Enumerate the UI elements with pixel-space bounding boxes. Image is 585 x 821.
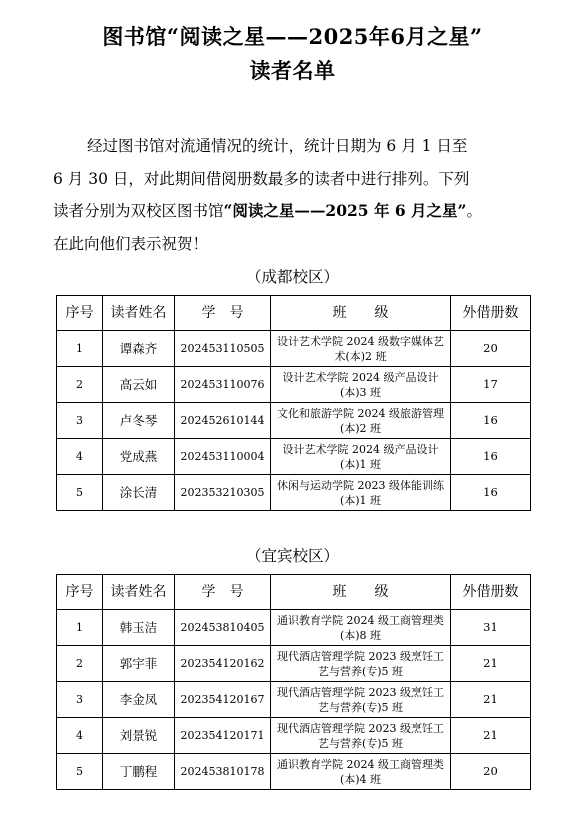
reader-name: 谭森齐 [103,331,175,367]
intro-line-4: 在此向他们表示祝贺！ [53,234,209,253]
table-row [57,331,531,367]
row-no: 3 [57,682,103,718]
class-name: 休闲与运动学院 2023 级体能训练(本)1 班 [271,475,451,511]
student-id: 202453110505 [175,331,271,367]
borrow-count: 16 [451,403,531,439]
reader-name: 韩玉洁 [103,610,175,646]
header-class: 班 级 [271,296,451,331]
header-no: 序号 [57,296,103,331]
table-row [57,718,531,754]
class-name: 通识教育学院 2024 级工商管理类(本)4 班 [271,754,451,790]
header-name: 读者姓名 [103,296,175,331]
class-name: 现代酒店管理学院 2023 级烹饪工艺与营养(专)5 班 [271,646,451,682]
table-row [57,610,531,646]
borrow-count: 21 [451,718,531,754]
header-student-id: 学 号 [175,296,271,331]
intro-line-1: 经过图书馆对流通情况的统计，统计日期为 6 月 1 日至 [87,137,468,155]
row-no: 2 [57,367,103,403]
class-name: 设计艺术学院 2024 级产品设计(本)1 班 [271,439,451,475]
campus-caption-chengdu: （成都校区） [245,268,339,286]
header-count: 外借册数 [451,575,531,610]
class-name: 文化和旅游学院 2024 级旅游管理(本)2 班 [271,403,451,439]
header-no: 序号 [57,575,103,610]
table-header-row [57,296,531,331]
reader-table-chengdu [56,295,531,511]
class-name: 设计艺术学院 2024 级数字媒体艺术(本)2 班 [271,331,451,367]
reader-name: 高云如 [103,367,175,403]
award-name: “阅读之星——2025 年 6 月之星” [223,201,467,220]
class-name: 现代酒店管理学院 2023 级烹饪工艺与营养(专)5 班 [271,682,451,718]
student-id: 202453110004 [175,439,271,475]
reader-name: 涂长清 [103,475,175,511]
reader-table-yibin [56,574,531,790]
class-name: 现代酒店管理学院 2023 级烹饪工艺与营养(专)5 班 [271,718,451,754]
table-row [57,754,531,790]
student-id: 202453110076 [175,367,271,403]
table-row [57,403,531,439]
reader-name: 丁鹏程 [103,754,175,790]
borrow-count: 16 [451,439,531,475]
student-id: 202354120162 [175,646,271,682]
table-row [57,439,531,475]
table-row [57,367,531,403]
document-subtitle: 读者名单 [249,58,336,83]
table-header-row [57,575,531,610]
intro-line-3-prefix: 读者分别为双校区图书馆 [53,202,224,220]
borrow-count: 20 [451,754,531,790]
table-row [57,475,531,511]
borrow-count: 31 [451,610,531,646]
row-no: 5 [57,754,103,790]
table-row [57,682,531,718]
student-id: 202354120171 [175,718,271,754]
class-name: 设计艺术学院 2024 级产品设计(本)3 班 [271,367,451,403]
student-id: 202453810178 [175,754,271,790]
reader-name: 刘景锐 [103,718,175,754]
document-title: 图书馆“阅读之星——2025年6月之星” [102,24,483,49]
borrow-count: 20 [451,331,531,367]
reader-name: 郭宇菲 [103,646,175,682]
row-no: 5 [57,475,103,511]
borrow-count: 21 [451,682,531,718]
borrow-count: 17 [451,367,531,403]
header-count: 外借册数 [451,296,531,331]
student-id: 202452610144 [175,403,271,439]
header-name: 读者姓名 [103,575,175,610]
table-row [57,646,531,682]
row-no: 4 [57,439,103,475]
borrow-count: 16 [451,475,531,511]
reader-name: 党成燕 [103,439,175,475]
student-id: 202353210305 [175,475,271,511]
reader-name: 卢冬琴 [103,403,175,439]
intro-paragraph [53,130,538,260]
row-no: 2 [57,646,103,682]
intro-line-3-suffix: 。 [466,202,482,220]
campus-caption-yibin: （宜宾校区） [245,547,339,565]
row-no: 4 [57,718,103,754]
intro-line-3 [53,195,538,228]
student-id: 202354120167 [175,682,271,718]
student-id: 202453810405 [175,610,271,646]
intro-line-2: 6 月 30 日，对此期间借阅册数最多的读者中进行排列。下列 [53,169,470,188]
class-name: 通识教育学院 2024 级工商管理类(本)8 班 [271,610,451,646]
borrow-count: 21 [451,646,531,682]
row-no: 3 [57,403,103,439]
row-no: 1 [57,610,103,646]
row-no: 1 [57,331,103,367]
header-class: 班 级 [271,575,451,610]
reader-name: 李金凤 [103,682,175,718]
header-student-id: 学 号 [175,575,271,610]
